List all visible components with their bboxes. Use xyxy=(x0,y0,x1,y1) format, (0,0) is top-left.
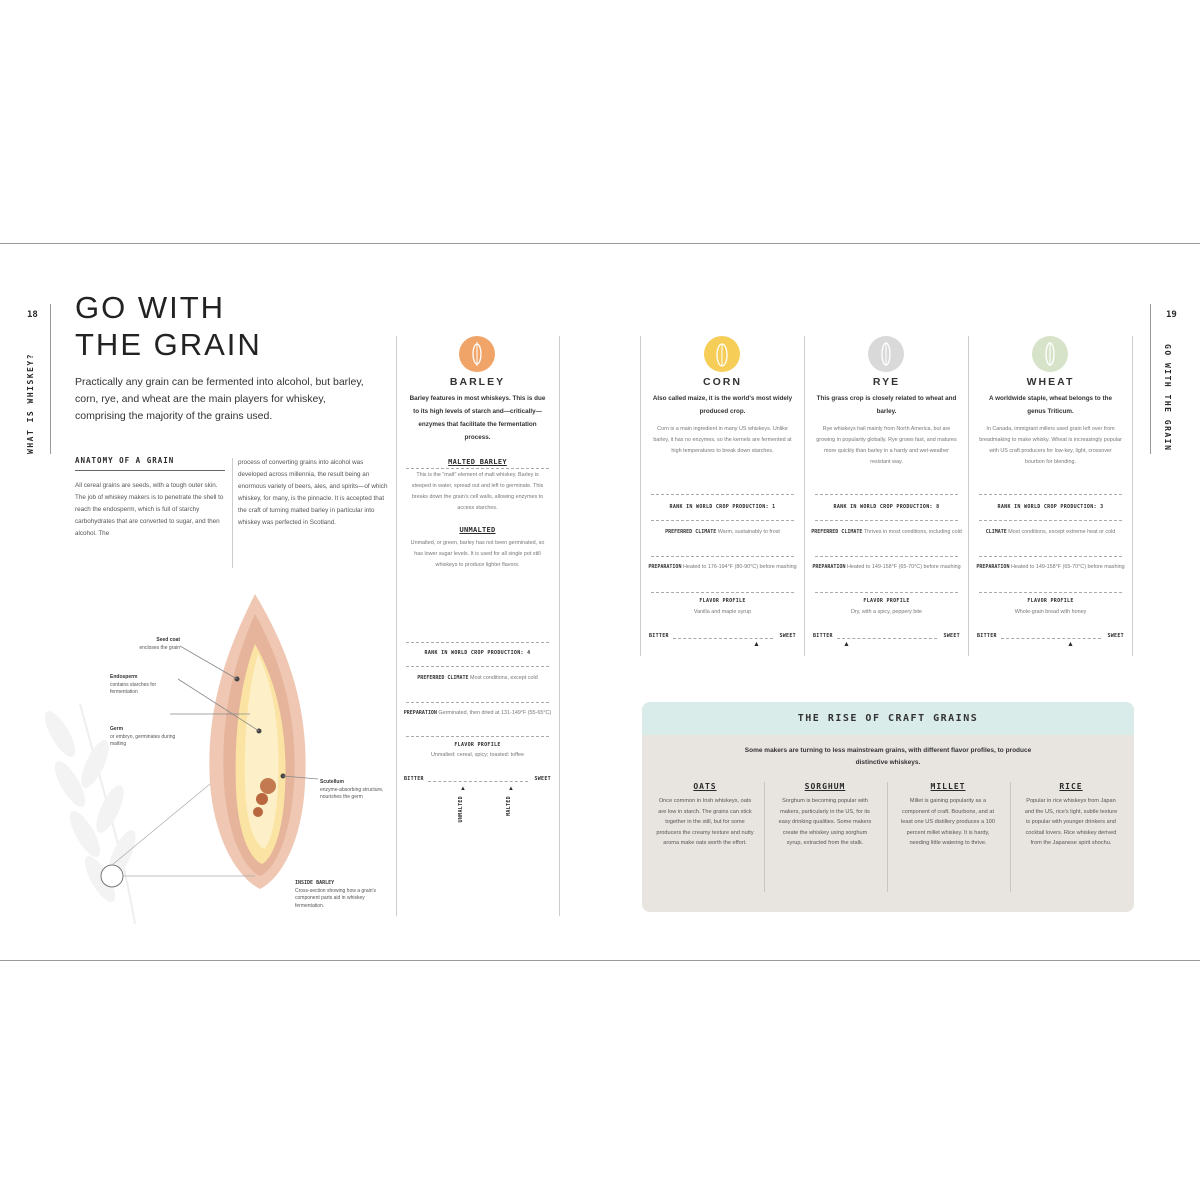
right-margin-rule xyxy=(1150,304,1151,454)
divider xyxy=(979,494,1122,495)
barley-unmalted-heading: UNMALTED xyxy=(459,526,496,534)
barley-marker-malted: MALTED xyxy=(506,796,512,816)
craft-item-millet xyxy=(899,782,997,849)
barley-climate-label: PREFERRED CLIMATE xyxy=(417,675,469,681)
grain-stats-rows xyxy=(645,494,1132,664)
divider xyxy=(979,592,1122,593)
barley-cross-section-diagram xyxy=(40,584,400,924)
wheat-lead: A worldwide staple, wheat belongs to the genus Triticum. xyxy=(989,395,1112,415)
rye-prep xyxy=(809,562,964,573)
rye-icon xyxy=(868,336,904,372)
germ-label: Germ xyxy=(110,726,124,732)
corn-icon xyxy=(704,336,740,372)
barley-flavor-scale xyxy=(428,781,528,782)
craft-item-rice xyxy=(1022,782,1120,849)
barley-name: BARLEY xyxy=(449,376,506,388)
barley-bitter-label: BITTER xyxy=(404,776,424,782)
divider xyxy=(406,736,549,737)
craft-item-body: Popular in rice whiskeys from Japan and the US, rice's light, subtle texture is popular with younger drinkers and cocktail lovers. Rice whiskey derived from the Japanese spirit shochu. xyxy=(1024,798,1118,846)
wheat-prep-label: PREPARATION xyxy=(976,564,1010,570)
page-title-line2: THE GRAIN xyxy=(75,327,262,362)
wheat-climate xyxy=(973,527,1128,538)
corn-prep-label: PREPARATION xyxy=(648,564,682,570)
rye-body: Rye whiskeys hail mainly from North America, but are growing in popularity globally. Rye grows fast, and matures more quickly than barley in a hardy and wet-weather resistant way. xyxy=(816,426,957,465)
craft-item-body: Millet is gaining popularity as a component of craft. Bourbons, and at least one US distillery produces a 100 percent millet whiskey. It is hardy, needing little watering to thrive. xyxy=(901,798,995,846)
anatomy-col1: All cereal grains are seeds, with a tough outer skin. The job of whiskey makers is to penetrate the shell to reach the endosperm, which is full of starchy carbohydrates that are converted to sugar, and then alcohol. The xyxy=(75,482,224,537)
seed-coat-label: Seed coat xyxy=(156,637,180,643)
wheat-flavor-label: FLAVOR PROFILE xyxy=(1027,598,1074,604)
barley-marker-unmalted-arrow: ▲ xyxy=(460,786,466,792)
divider xyxy=(406,702,549,703)
corn-name: CORN xyxy=(703,376,742,388)
rye-climate-label: PREFERRED CLIMATE xyxy=(811,529,863,535)
craft-item-body: Sorghum is becoming popular with makers, particularly in the US, for its easy drinking qualities. Some makers create the whiskey using sorghum syrup, extracted from the stalk. xyxy=(778,798,872,846)
rye-flavor-scale xyxy=(837,638,937,639)
craft-item-sorghum xyxy=(776,782,874,849)
wheat-bitter-label: BITTER xyxy=(977,633,997,639)
rye-sweet-label: SWEET xyxy=(943,633,960,639)
rye-climate-value: Thrives in most conditions, including cold xyxy=(863,529,962,535)
anatomy-heading: ANATOMY OF A GRAIN xyxy=(75,456,175,465)
craft-item-oats xyxy=(656,782,754,849)
barley-malted-heading: MALTED BARLEY xyxy=(448,458,507,466)
corn-flavor: Vanilla and maple syrup xyxy=(693,609,752,615)
barley-climate xyxy=(400,673,555,684)
corn-flavor-label: FLAVOR PROFILE xyxy=(699,598,746,604)
barley-rank: RANK IN WORLD CROP PRODUCTION: 4 xyxy=(424,650,531,656)
craft-item-title: OATS xyxy=(693,782,717,791)
barley-malted-body: This is the "malt" element of malt whiskey. Barley is steeped in water, spread out and left to germinate. This breaks down the grain's cell walls, allowing enzymes to access starches. xyxy=(411,472,544,511)
barley-lead: Barley features in most whiskeys. This is due to its high levels of starch and—critically—enzymes that facilitate the fermentation process. xyxy=(409,395,546,441)
divider xyxy=(815,556,958,557)
grain-column-rye xyxy=(809,336,964,468)
germ-desc: or embryo, germinates during malting xyxy=(110,733,176,747)
scutellum-callout xyxy=(320,779,390,802)
wheat-body: In Canada, immigrant millers used grain left over from breadmaking to make whisky. Wheat is increasingly popular with US craft producers for low-key, light, crossover bourbon for blending. xyxy=(979,426,1122,465)
corn-climate-value: Warm, sustainably to frost xyxy=(717,529,780,535)
craft-item-title: MILLET xyxy=(930,782,966,791)
corn-body: Corn is a main ingredient in many US whiskeys. Unlike barley, it has no enzymes, so the kernels are fermented at high temperatures to break down starches. xyxy=(653,426,792,454)
divider xyxy=(651,592,794,593)
craft-item-body: Once common in Irish whiskeys, oats are low in starch. The grains can stick together in the still, but for some producers the creamy texture and nutty aroma make oats worth the effort. xyxy=(656,798,754,846)
page-title xyxy=(75,289,262,363)
corn-rank: RANK IN WORLD CROP PRODUCTION: 1 xyxy=(669,504,776,510)
anatomy-col2: process of converting grains into alcohol was developed across millennia, the result being an enormous variety of beers, ales, and spirits—of which whiskey, for many, is the pinnacle. It is accepted that the craft of turning malted barley in particular into whiskey was perfected in Scotland. xyxy=(238,459,388,526)
book-spread xyxy=(0,243,1200,961)
corn-climate xyxy=(645,527,800,538)
wheat-rank: RANK IN WORLD CROP PRODUCTION: 3 xyxy=(997,504,1104,510)
craft-item-title: SORGHUM xyxy=(804,782,846,791)
corn-prep xyxy=(645,562,800,573)
right-page-number: 19 xyxy=(1166,310,1177,320)
craft-divider xyxy=(1010,782,1011,892)
grain-column-corn xyxy=(645,336,800,457)
rye-bitter-label: BITTER xyxy=(813,633,833,639)
seed-coat-desc: encloses the grain xyxy=(139,644,180,651)
divider xyxy=(815,520,958,521)
wheat-flavor-marker: ▲ xyxy=(1067,641,1074,648)
rye-flavor-marker: ▲ xyxy=(843,641,850,648)
wheat-name: WHEAT xyxy=(1026,376,1075,388)
inside-barley-caption xyxy=(295,880,390,910)
endosperm-callout xyxy=(110,674,180,697)
scutellum-desc: enzyme-absorbing structure, nourishes the germ xyxy=(320,786,384,800)
left-page-number: 18 xyxy=(27,310,38,320)
barley-flavor-label: FLAVOR PROFILE xyxy=(454,742,501,748)
rye-prep-value: Heated to 149-158°F (65-70°C) before mashing xyxy=(846,564,961,570)
corn-left-rule xyxy=(640,336,641,656)
divider xyxy=(406,642,549,643)
barley-sweet-label: SWEET xyxy=(534,776,551,782)
corn-flavor-scale xyxy=(673,638,773,639)
barley-prep xyxy=(400,708,555,719)
wheat-right-rule xyxy=(1132,336,1133,656)
rye-flavor-label: FLAVOR PROFILE xyxy=(863,598,910,604)
intro-text: Practically any grain can be fermented into alcohol, but barley, corn, rye, and wheat are the main players for whiskey, comprising the majority of the grains used. xyxy=(75,376,364,422)
germ-callout xyxy=(110,726,180,749)
divider xyxy=(651,520,794,521)
page-title-line1: GO WITH xyxy=(75,290,226,325)
divider xyxy=(406,468,549,469)
scutellum-label: Scutellum xyxy=(320,779,344,785)
wheat-sweet-label: SWEET xyxy=(1107,633,1124,639)
corn-bitter-label: BITTER xyxy=(649,633,669,639)
wheat-flavor: Whole-grain bread with honey xyxy=(1014,609,1087,615)
barley-flavor: Unmalted: cereal, spicy; toasted: toffee xyxy=(430,752,525,758)
craft-divider xyxy=(887,782,888,892)
seed-coat-callout xyxy=(115,637,180,652)
anatomy-col-divider xyxy=(232,458,233,568)
divider xyxy=(979,556,1122,557)
grain-column-wheat xyxy=(973,336,1128,468)
barley-right-rule xyxy=(559,336,560,916)
barley-prep-label: PREPARATION xyxy=(403,710,437,716)
barley-climate-value: Most conditions, except cold xyxy=(469,675,538,681)
rye-prep-label: PREPARATION xyxy=(812,564,846,570)
rye-climate xyxy=(809,527,964,538)
rye-lead: This grass crop is closely related to wheat and barley. xyxy=(816,395,957,415)
barley-prep-value: Germinated, then dried at 131-149°F (55-65°C) xyxy=(438,710,552,716)
divider xyxy=(815,494,958,495)
anatomy-heading-rule xyxy=(75,470,225,471)
craft-item-title: RICE xyxy=(1059,782,1083,791)
craft-grains-heading: THE RISE OF CRAFT GRAINS xyxy=(797,713,979,724)
wheat-prep-value: Heated to 149-158°F (65-70°C) before mashing xyxy=(1010,564,1125,570)
inside-barley-desc: Cross-section showing how a grain's component parts aid in whiskey fermentation. xyxy=(295,887,376,909)
wheat-climate-label: CLIMATE xyxy=(985,529,1007,535)
inside-barley-label: INSIDE BARLEY xyxy=(295,880,335,886)
corn-prep-value: Heated to 176-194°F (80-90°C) before mashing xyxy=(682,564,797,570)
left-running-head: WHAT IS WHISKEY? xyxy=(26,352,35,454)
divider xyxy=(815,592,958,593)
barley-unmalted-body: Unmalted, or green, barley has not been germinated, so has lower sugar levels. It is used for all single pot still whiskeys to produce lighter flavors. xyxy=(410,540,545,568)
corn-sweet-label: SWEET xyxy=(779,633,796,639)
rye-name: RYE xyxy=(872,376,901,388)
wheat-climate-value: Most conditions, except extreme heat or cold xyxy=(1008,529,1116,535)
barley-icon xyxy=(459,336,495,372)
corn-lead: Also called maize, it is the world's most widely produced crop. xyxy=(652,395,793,415)
wheat-icon xyxy=(1032,336,1068,372)
divider xyxy=(406,666,549,667)
craft-grains-panel xyxy=(642,702,1134,912)
barley-marker-unmalted: UNMALTED xyxy=(458,796,464,823)
corn-climate-label: PREFERRED CLIMATE xyxy=(665,529,717,535)
divider xyxy=(651,494,794,495)
craft-grains-intro: Some makers are turning to less mainstream grains, with different flavor profiles, to produce distinctive whiskeys. xyxy=(744,747,1032,766)
left-margin-rule xyxy=(50,304,51,454)
rye-rank: RANK IN WORLD CROP PRODUCTION: 8 xyxy=(833,504,940,510)
craft-grains-header xyxy=(642,702,1134,735)
craft-divider xyxy=(764,782,765,892)
divider xyxy=(979,520,1122,521)
corn-flavor-marker: ▲ xyxy=(753,641,760,648)
right-running-head: GO WITH THE GRAIN xyxy=(1163,344,1172,452)
endosperm-label: Endosperm xyxy=(110,674,138,680)
divider xyxy=(651,556,794,557)
wheat-prep xyxy=(973,562,1128,573)
barley-marker-malted-arrow: ▲ xyxy=(508,786,514,792)
wheat-flavor-scale xyxy=(1001,638,1101,639)
rye-flavor: Dry, with a spicy, peppery bite xyxy=(850,609,923,615)
endosperm-desc: contains starches for fermentation xyxy=(110,681,157,695)
barley-left-rule xyxy=(396,336,397,916)
grain-column-barley xyxy=(400,336,555,823)
